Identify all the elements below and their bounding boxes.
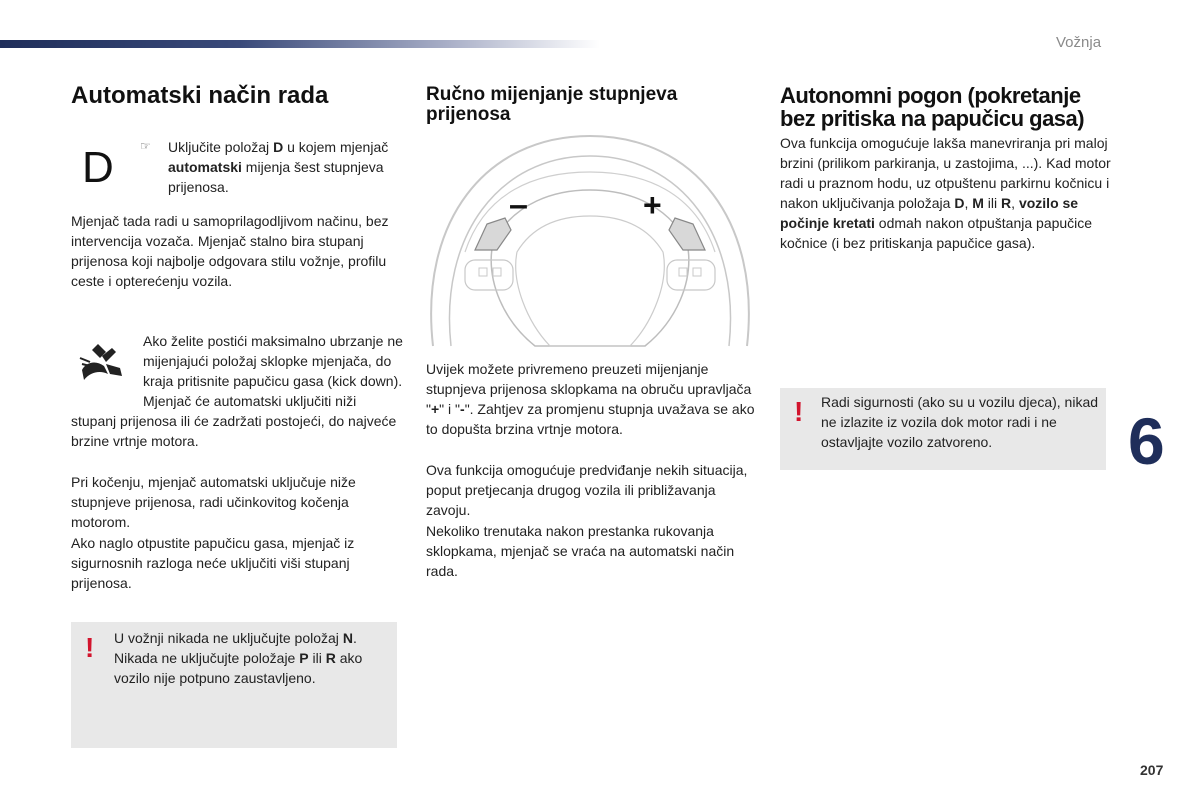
paragraph: Ova funkcija omogućuje predviđanje nekih situacija, poput pretjecanja drugog vozila ili približavanja zavoju.: [426, 462, 748, 518]
autonomous-drive-title: Autonomni pogon (pokretanje bez pritiska na papučicu gasa): [780, 83, 1085, 132]
warning-box: [71, 622, 397, 748]
manual-shift-title: Ručno mijenjanje stupnjeva prijenosa: [426, 84, 678, 125]
paragraph: Nekoliko trenutaka nakon prestanka rukovanja sklopkama, mjenjač se vraća na automatski način rada.: [426, 523, 735, 579]
bullet-instruction: Uključite položaj D u kojem mjenjač automatski mijenja šest stupnjeva prijenosa.: [168, 139, 389, 195]
header-bar: [0, 40, 600, 48]
paragraph: Pri kočenju, mjenjač automatski uključuje niže stupnjeve prijenosa, radi učinkovitog kočenja motorom.: [71, 474, 356, 530]
shift-paddle-minus: –: [509, 186, 528, 224]
warning-icon: !: [85, 632, 95, 663]
page-number: 207: [1140, 762, 1164, 778]
paragraph: Mjenjač tada radi u samoprilagodljivom načinu, bez intervencija vozača. Mjenjač stalno bira stupanj prijenosa koji najbolje odgovara stilu vožnje, profilu ceste i opterećenju vozila.: [71, 213, 389, 289]
warning-icon: !: [794, 396, 804, 427]
pointing-hand-icon: ☞: [140, 139, 151, 153]
paragraph: Ova funkcija omogućuje lakša manevriranja pri maloj brzini (prilikom parkiranja, u zastojima, ...). Kad motor radi u praznom hodu, uz otpuštenu parkirnu kočnicu i nakon uključivanja položaja D, M ili R, vozilo se počinje kretati odmah nakon otpuštanja papučice kočnice (i bez pritiskanja papučice gasa).: [780, 135, 1111, 251]
warning-box: [780, 388, 1106, 470]
shift-paddle-plus: +: [643, 187, 662, 223]
chapter-number: 6: [1128, 404, 1163, 478]
paragraph: Ako naglo otpustite papučicu gasa, mjenjač iz sigurnosnih razloga neće uključiti viši stupanj prijenosa.: [71, 535, 355, 591]
kickdown-paragraph: Ako želite postići maksimalno ubrzanje ne mijenjajući položaj sklopke mjenjača, do kraja pritisnite papučicu gasa (kick down). Mjenjač će automatski uključiti niži stupanj prijenosa ili će zadržati postojeći, do najveće brzine vrtnje motora.: [71, 333, 403, 449]
paragraph: Uvijek možete privremeno preuzeti mijenjanje stupnjeva prijenosa sklopkama na obruču upravljača "+" i "-". Zahtjev za promjenu stupnja uvažava se ako to dopušta brzina vrtnje motora.: [426, 361, 755, 437]
warning-text: Radi sigurnosti (ako su u vozilu djeca), nikad ne izlazite iz vozila dok motor radi i ne ostavljajte vozilo zatvoreno.: [821, 394, 1099, 450]
automatic-mode-title: Automatski način rada: [71, 82, 329, 109]
warning-text: U vožnji nikada ne uključujte položaj N. Nikada ne uključujte položaje P ili R ako vozilo nije potpuno zaustavljeno.: [114, 630, 363, 686]
steering-wheel-illustration: [425, 132, 755, 348]
gear-position-d: D: [82, 143, 114, 192]
section-title: Vožnja: [1056, 34, 1102, 51]
